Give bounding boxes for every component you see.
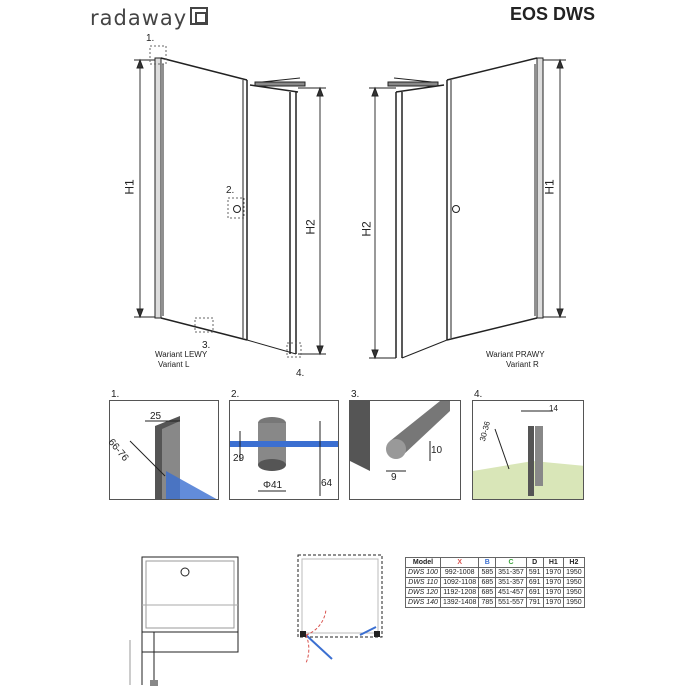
detail-2-label: 2. <box>231 389 240 400</box>
table-cell: 451-457 <box>496 588 527 598</box>
table-cell: 685 <box>479 588 496 598</box>
detail-3-drawing <box>350 401 461 500</box>
detail-4-panel <box>472 400 584 500</box>
table-cell: 1970 <box>543 598 564 608</box>
callout-3-label: 3. <box>202 340 211 351</box>
left-variant-label-pl: Wariant LEWY <box>155 350 208 359</box>
detail-2-dim-64: 64 <box>321 478 333 489</box>
detail-4-label: 4. <box>474 389 483 400</box>
left-h2-label: H2 <box>303 219 318 235</box>
table-header-row <box>406 558 585 568</box>
table-cell: DWS 110 <box>406 578 441 588</box>
right-h2-label: H2 <box>359 221 374 237</box>
detail-3-panel <box>349 400 461 500</box>
dimension-table <box>405 557 585 608</box>
table-header: C <box>496 558 527 568</box>
table-cell: 1392-1408 <box>440 598 478 608</box>
table-cell: 1970 <box>543 578 564 588</box>
table-cell: 992-1008 <box>440 568 478 578</box>
table-cell: DWS 140 <box>406 598 441 608</box>
table-cell: 585 <box>479 568 496 578</box>
table-row <box>406 578 585 588</box>
right-variant-drawing <box>369 58 566 358</box>
detail-4-dim-14: 14 <box>549 404 558 413</box>
right-variant-label-pl: Wariant PRAWY <box>486 350 545 359</box>
table-row <box>406 598 585 608</box>
table-cell: 1950 <box>564 598 585 608</box>
table-header: X <box>440 558 478 568</box>
detail-3-dim-9: 9 <box>391 472 397 483</box>
detail-4-drawing <box>473 401 584 500</box>
table-row <box>406 568 585 578</box>
table-cell: 691 <box>526 578 543 588</box>
detail-2-dim-29: 29 <box>233 453 245 464</box>
table-cell: 785 <box>479 598 496 608</box>
table-cell: 691 <box>526 588 543 598</box>
callout-4-label: 4. <box>296 368 305 379</box>
left-variant-drawing <box>134 46 326 357</box>
table-cell: DWS 120 <box>406 588 441 598</box>
plan-view-left <box>120 545 270 695</box>
table-header: B <box>479 558 496 568</box>
table-row <box>406 588 585 598</box>
table-cell: 1192-1208 <box>440 588 478 598</box>
table-cell: 1950 <box>564 578 585 588</box>
table-cell: 791 <box>526 598 543 608</box>
table-cell: 1092-1108 <box>440 578 478 588</box>
detail-1-dim-depth: 66-76 <box>105 437 131 464</box>
brand-logo-text: radaway <box>90 6 188 30</box>
table-cell: 1970 <box>543 588 564 598</box>
detail-2-dim-diameter: Φ41 <box>263 480 283 491</box>
table-header: Model <box>406 558 441 568</box>
table-cell: 591 <box>526 568 543 578</box>
detail-1-dim-width: 25 <box>150 411 162 422</box>
table-cell: DWS 100 <box>406 568 441 578</box>
table-cell: 1970 <box>543 568 564 578</box>
callout-2-label: 2. <box>226 185 235 196</box>
right-h1-label: H1 <box>542 179 557 195</box>
detail-4-dim-range: 30-36 <box>478 420 492 443</box>
detail-1-drawing <box>110 401 219 500</box>
right-variant-label-en: Variant R <box>506 360 539 369</box>
detail-1-label: 1. <box>111 389 120 400</box>
table-cell: 351-357 <box>496 578 527 588</box>
table-header: D <box>526 558 543 568</box>
plan-view-right <box>290 545 400 685</box>
table-cell: 1950 <box>564 568 585 578</box>
table-cell: 1950 <box>564 588 585 598</box>
model-title: EOS DWS <box>510 4 596 24</box>
table-header: H1 <box>543 558 564 568</box>
detail-3-dim-10: 10 <box>431 445 443 456</box>
table-cell: 351-357 <box>496 568 527 578</box>
left-variant-label-en: Variant L <box>158 360 190 369</box>
table-cell: 551-557 <box>496 598 527 608</box>
callout-1-label: 1. <box>146 33 155 44</box>
detail-3-label: 3. <box>351 389 360 400</box>
table-header: H2 <box>564 558 585 568</box>
table-cell: 685 <box>479 578 496 588</box>
left-h1-label: H1 <box>122 179 137 195</box>
